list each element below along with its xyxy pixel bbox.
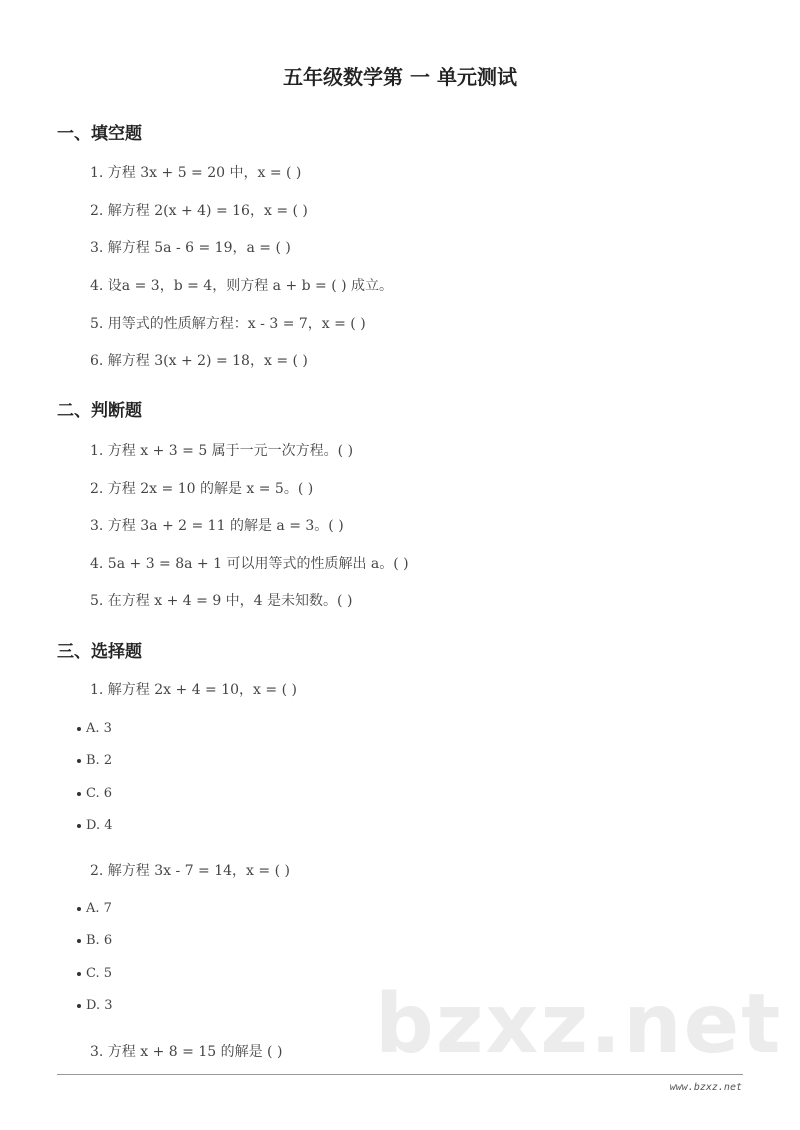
option-item <box>77 964 112 984</box>
footer-divider <box>57 1074 743 1075</box>
option-item <box>77 816 113 836</box>
option-item <box>77 784 112 804</box>
bullet-icon <box>77 907 81 911</box>
footer-url: www.bzxz.net <box>669 1082 742 1093</box>
option-label: B. 6 <box>86 933 113 948</box>
option-item <box>77 996 113 1016</box>
page-title: 五年级数学第 一 单元测试 <box>283 65 517 89</box>
option-label: D. 3 <box>86 998 113 1013</box>
question-item: 2. 解方程 3x - 7 = 14，x = ( ) <box>90 863 290 879</box>
bullet-icon <box>77 727 81 731</box>
section-heading-multiple-choice: 三、选择题 <box>57 642 142 662</box>
question-item: 4. 设a = 3，b = 4，则方程 a + b = ( ) 成立。 <box>90 278 394 294</box>
option-label: A. 7 <box>86 901 112 916</box>
section-heading-fill-blank: 一、填空题 <box>57 124 142 144</box>
question-item: 2. 方程 2x = 10 的解是 x = 5。( ) <box>90 481 314 497</box>
question-item: 3. 解方程 5a - 6 = 19，a = ( ) <box>90 240 291 256</box>
question-item: 4. 5a + 3 = 8a + 1 可以用等式的性质解出 a。( ) <box>90 556 409 572</box>
question-item: 1. 方程 x + 3 = 5 属于一元一次方程。( ) <box>90 443 354 459</box>
bullet-icon <box>77 792 81 796</box>
question-item: 1. 解方程 2x + 4 = 10，x = ( ) <box>90 682 297 698</box>
bullet-icon <box>77 824 81 828</box>
option-item <box>77 751 112 771</box>
option-label: A. 3 <box>86 721 112 736</box>
question-item: 1. 方程 3x + 5 = 20 中，x = ( ) <box>90 165 302 181</box>
option-label: D. 4 <box>86 818 113 833</box>
bullet-icon <box>77 759 81 763</box>
question-item: 6. 解方程 3(x + 2) = 18，x = ( ) <box>90 353 308 369</box>
question-item: 5. 在方程 x + 4 = 9 中，4 是未知数。( ) <box>90 593 353 609</box>
section-heading-true-false: 二、判断题 <box>57 401 142 421</box>
question-item: 3. 方程 x + 8 = 15 的解是 ( ) <box>90 1044 283 1060</box>
option-item <box>77 719 112 739</box>
bullet-icon <box>77 972 81 976</box>
question-item: 3. 方程 3a + 2 = 11 的解是 a = 3。( ) <box>90 518 344 534</box>
option-item <box>77 899 112 919</box>
option-label: C. 6 <box>86 786 113 801</box>
option-label: C. 5 <box>86 966 113 981</box>
question-item: 2. 解方程 2(x + 4) = 16，x = ( ) <box>90 203 308 219</box>
option-label: B. 2 <box>86 753 113 768</box>
bullet-icon <box>77 1004 81 1008</box>
question-item: 5. 用等式的性质解方程：x - 3 = 7，x = ( ) <box>90 316 366 332</box>
watermark: bzxz.net <box>375 977 783 1072</box>
bullet-icon <box>77 939 81 943</box>
option-item <box>77 931 112 951</box>
